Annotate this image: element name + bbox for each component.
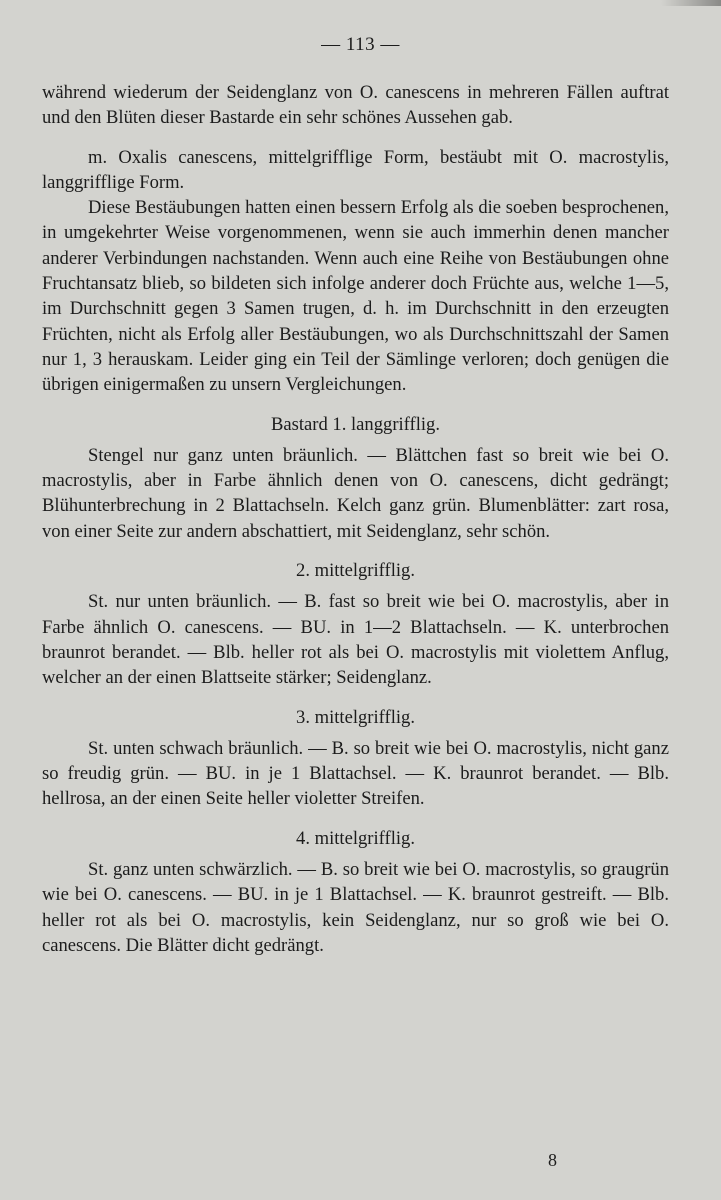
hybrid-3-heading: 3. mittelgrifflig. bbox=[296, 706, 415, 728]
page-header: — 113 — bbox=[321, 34, 400, 55]
hybrid-1-description: Stengel nur ganz unten bräunlich. — Blättchen fast so breit wie bei O. macrostylis, aber in Farbe ähnlich denen von O. canescens, dicht gedrängt; Blühunterbrechung in 2 Blattachseln. Kelch ganz grün. Blumenblätter: zart rosa, von einer Seite zur andern abschattiert, mit Seidenglanz, sehr schön. bbox=[42, 444, 669, 542]
paragraph-continuation: während wiederum der Seidenglanz von O. canescens in mehreren Fällen auftrat und den Blüten dieser Bastarde ein sehr schönes Aussehen gab. bbox=[42, 82, 669, 129]
signature-mark: 8 bbox=[548, 1150, 557, 1170]
hybrid-2-heading: 2. mittelgrifflig. bbox=[296, 560, 415, 582]
hybrid-2-description: St. nur unten bräunlich. — B. fast so breit wie bei O. macrostylis, aber in Farbe ähnlich O. canescens. — BU. in 1—2 Blattachseln. — K. unterbrochen braunrot berandet. — Blb. heller rot als bei O. macrostylis mit violettem Anflug, welcher an der einen Blattseite stärker; Seidenglanz. bbox=[42, 591, 669, 689]
hybrid-4-heading: 4. mittelgrifflig. bbox=[296, 827, 415, 849]
paragraph-results: Diese Bestäubungen hatten einen bessern Erfolg als die soeben besprochenen, in umgekehrter Weise vorgenommenen, wenn sie auch immerhin denen mancher anderer Verbindungen nachstanden. Wenn auch eine Reihe von Bestäubungen ohne Fruchtansatz blieb, so bildeten sich infolge anderer doch Früchte aus, welche 1—5, im Durchschnitt gegen 3 Samen trugen, d. h. im Durchschnitt in den erzeugten Früchten, nicht als Erfolg aller Bestäubungen, wo als Durchschnittszahl der Samen nur 1, 3 herauskam. Leider ging ein Teil der Sämlinge verloren; doch genügen die übrigen einigermaßen zu unsern Vergleichungen. bbox=[42, 197, 669, 396]
hybrid-1-heading: Bastard 1. langgrifflig. bbox=[270, 413, 441, 435]
hybrid-4-description: St. ganz unten schwärzlich. — B. so breit wie bei O. macrostylis, so graugrün wie bei O. canescens. — BU. in je 1 Blattachsel. — K. braunrot gestreift. — Blb. heller rot als bei O. macrostylis, kein Seidenglanz, nur so groß wie bei O. canescens. Die Blätter dicht gedrängt. bbox=[42, 859, 669, 956]
section-title-m: m. Oxalis canescens, mittelgrifflige Form, bestäubt mit O. macrostylis, langgrifflige Form. bbox=[42, 146, 669, 193]
hybrid-3-description: St. unten schwach bräunlich. — B. so breit wie bei O. macrostylis, nicht ganz so freudig grün. — BU. in je 1 Blattachsel. — K. braunrot berandet. — Blb. hellrosa, an der einen Seite heller violetter Streifen. bbox=[42, 737, 669, 810]
page-edge-shadow bbox=[661, 0, 721, 6]
page-body bbox=[42, 80, 669, 958]
